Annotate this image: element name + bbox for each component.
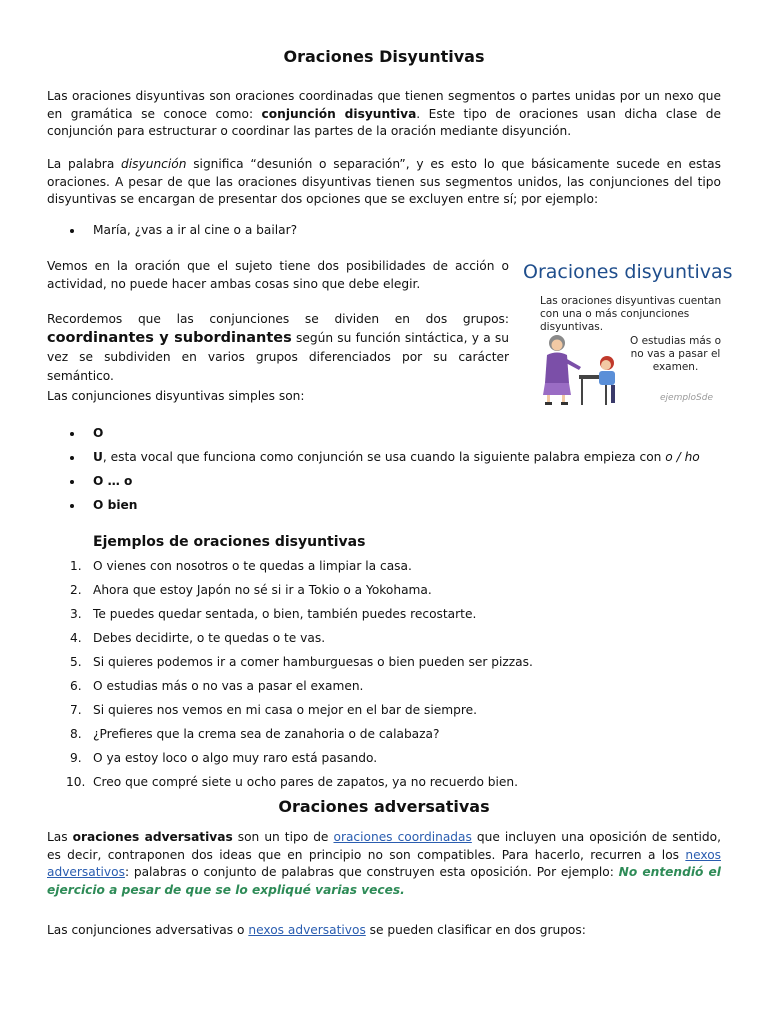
title-oraciones-disyuntivas: Oraciones Disyuntivas xyxy=(283,47,485,66)
paragraph-adversativas xyxy=(47,829,721,899)
paragraph-vemos: Vemos en la oración que el sujeto tiene dos posibilidades de acción o actividad, no puede hacer ambas cosas sino que debe elegir. xyxy=(47,259,509,291)
examples-list xyxy=(47,558,721,798)
item-text: Si quieres nos vemos en mi casa o mejor en el bar de siempre. xyxy=(93,703,478,717)
figure-title: Oraciones disyuntivas xyxy=(523,261,733,283)
list-item xyxy=(47,774,721,798)
p6-bold: oraciones adversativas xyxy=(72,830,233,844)
item-text: Debes decidirte, o te quedas o te vas. xyxy=(93,631,326,645)
item-text: O vienes con nosotros o te quedas a limpiar la casa. xyxy=(93,559,412,573)
conj-o-o: O … o xyxy=(93,474,133,488)
conj-o-bien: O bien xyxy=(93,498,138,512)
examples-heading: Ejemplos de oraciones disyuntivas xyxy=(93,534,366,550)
p1-text-a: Las oraciones disyuntivas son oraciones coordinadas que tienen segmentos o partes unidas por un nexo que en gramática se conoce como: xyxy=(47,89,721,121)
figure-text-definition: Las oraciones disyuntivas cuentan con una o más conjunciones disyuntivas. xyxy=(540,295,722,333)
paragraph-recordemos xyxy=(47,310,509,386)
item-text: Ahora que estoy Japón no sé si ir a Tokio o a Yokohama. xyxy=(93,583,432,597)
list-item xyxy=(47,726,721,750)
item-number: 9. xyxy=(70,751,82,765)
item-text: O estudias más o no vas a pasar el examen. xyxy=(93,679,364,693)
p4-text-c: según su función sintáctica, y a su vez se subdividen en varios grupos diferenciados por su carácter semántico. xyxy=(47,331,509,383)
p6-example: No entendió el ejercicio a pesar de que se lo expliqué varias veces. xyxy=(47,865,721,897)
paragraph-intro xyxy=(47,88,721,141)
item-number: 1. xyxy=(70,559,82,573)
list-item xyxy=(47,606,721,630)
list-item xyxy=(47,630,721,654)
p7-text-b: se pueden clasificar en dos grupos: xyxy=(365,923,586,937)
conj-o: O xyxy=(93,426,104,440)
list-item xyxy=(47,654,721,678)
item-number: 8. xyxy=(70,727,82,741)
item-number: 2. xyxy=(70,583,82,597)
figure-logo: ejemploSde xyxy=(660,393,714,403)
link-oraciones-coordinadas[interactable]: oraciones coordinadas xyxy=(333,830,472,844)
item-text: O ya estoy loco o algo muy raro está pasando. xyxy=(93,751,378,765)
link-nexos-adversativos-2[interactable]: nexos adversativos xyxy=(248,923,366,937)
title-oraciones-adversativas: Oraciones adversativas xyxy=(278,797,490,816)
p1-bold: conjunción disyuntiva xyxy=(261,106,417,121)
list-item: María, ¿vas a ir al cine o a bailar? xyxy=(47,222,721,239)
item-text: Te puedes quedar sentada, o bien, también puedes recostarte. xyxy=(93,607,477,621)
figure-text-example: O estudias más o no vas a pasar el examen. xyxy=(629,335,722,373)
list-item xyxy=(47,702,721,726)
p2-text-a: La palabra xyxy=(47,157,122,171)
list-item xyxy=(47,582,721,606)
p6-text-a: Las xyxy=(47,830,73,844)
item-text: Si quieres podemos ir a comer hamburguesas o bien pueden ser pizzas. xyxy=(93,655,533,669)
item-number: 3. xyxy=(70,607,82,621)
list-item xyxy=(47,750,721,774)
paragraph-disyuncion xyxy=(47,156,721,209)
item-text: ¿Prefieres que la crema sea de zanahoria o de calabaza? xyxy=(93,727,440,741)
list-item xyxy=(47,449,721,473)
item-text: Creo que compré siete u ocho pares de zapatos, ya no recuerdo bien. xyxy=(93,775,519,789)
list-item xyxy=(47,425,721,449)
item-number: 10. xyxy=(66,775,86,789)
conj-u: U xyxy=(93,450,103,464)
item-number: 7. xyxy=(70,703,82,717)
p6-text-c: son un tipo de xyxy=(232,830,334,844)
teacher-student-illustration xyxy=(535,333,630,408)
item-number: 6. xyxy=(70,679,82,693)
item-number: 4. xyxy=(70,631,82,645)
p6-text-d: que incluyen una oposición de sentido, es decir, contraponen dos ideas que en principio no son compatibles. Para hacerlo, recurren a los xyxy=(47,830,721,862)
simple-conjunctions-list xyxy=(47,425,721,521)
illustration-figure xyxy=(515,255,733,415)
list-item xyxy=(47,497,721,521)
item-number: 5. xyxy=(70,655,82,669)
link-nexos-adversativos[interactable]: nexos adversativos xyxy=(47,847,721,879)
p4-text-a: Recordemos que las conjunciones se dividen en dos grupos: xyxy=(47,312,509,326)
p1-text-c: . Este tipo de oraciones usan dicha clase de conjunción para estructurar o coordinar las partes de la oración mediante disyunción. xyxy=(47,106,721,138)
p7-text-a: Las conjunciones adversativas o xyxy=(47,923,249,937)
example-bullet-list xyxy=(47,222,721,239)
p2-text-c: significa “desunión o separación”, y es esto lo que básicamente sucede en estas oraciones. A pesar de que las oraciones disyuntivas tienen sus segmentos unidos, las conjunciones del tipo disyuntivas se encargan de presentar dos opciones que se excluyen entre sí; por ejemplo: xyxy=(47,157,721,206)
paragraph-simples: Las conjunciones disyuntivas simples son: xyxy=(47,389,305,403)
p4-bold: coordinantes y subordinantes xyxy=(47,330,292,346)
conj-u-desc: , esta vocal que funciona como conjunción se usa cuando la siguiente palabra empieza con xyxy=(102,450,666,464)
p2-italic: disyunción xyxy=(121,157,187,171)
p6-text-e: : palabras o conjunto de palabras que construyen esta oposición. Por ejemplo: xyxy=(124,865,619,879)
list-item xyxy=(47,558,721,582)
paragraph-clasificar xyxy=(47,922,721,940)
conj-u-italic: o / ho xyxy=(665,450,700,464)
list-item xyxy=(47,473,721,497)
list-item xyxy=(47,678,721,702)
